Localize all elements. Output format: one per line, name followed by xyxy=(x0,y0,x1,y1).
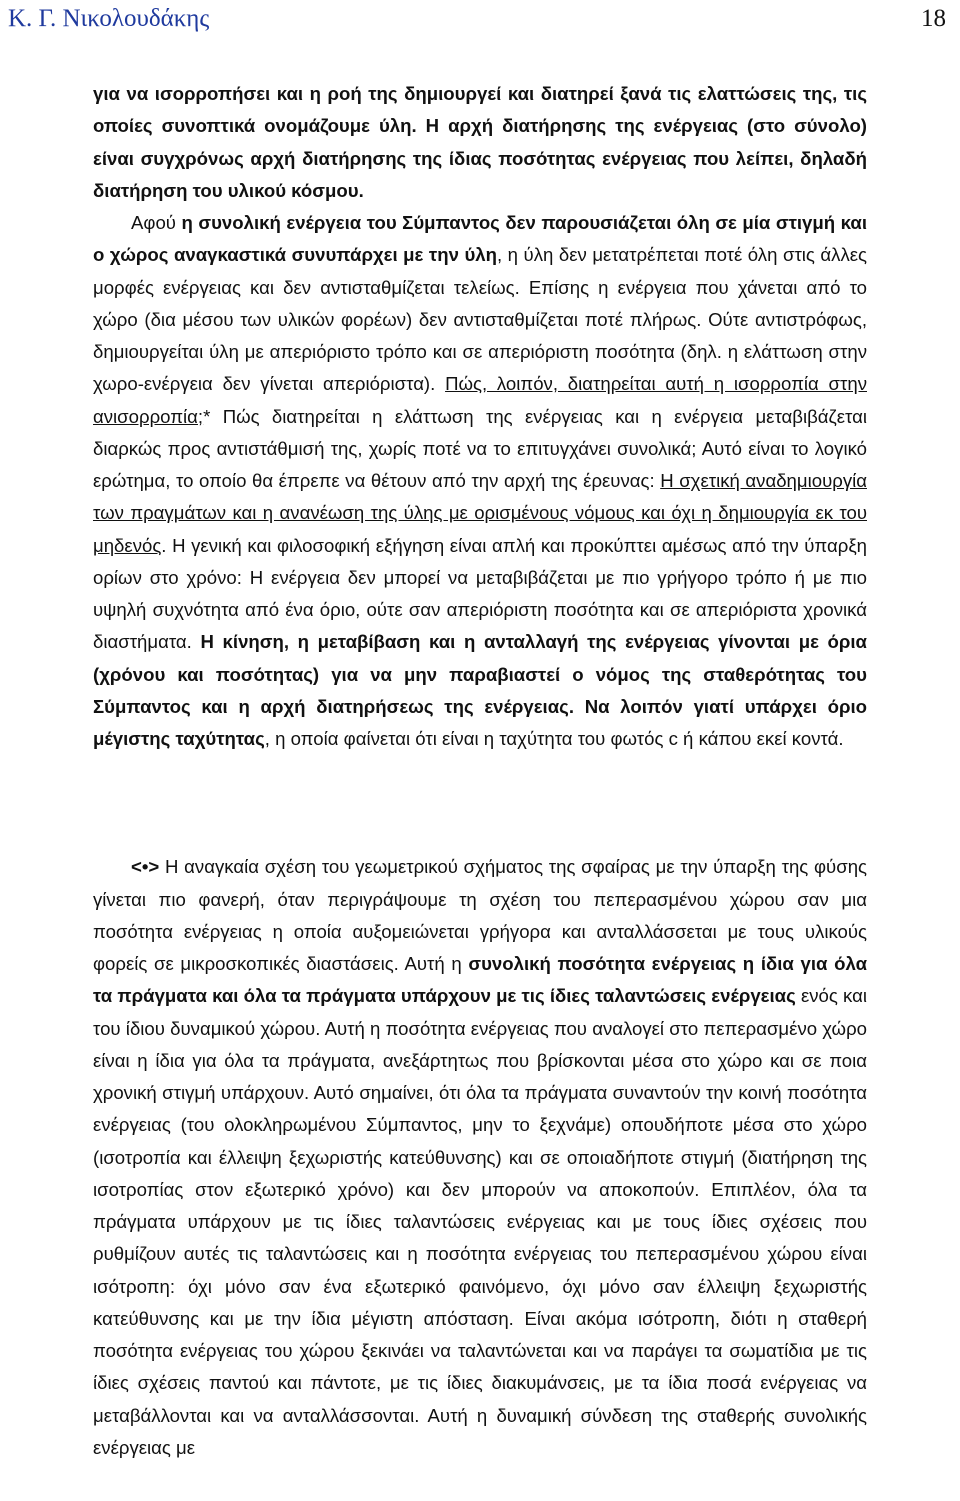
paragraph-2-text: , η οποία φαίνεται ότι είναι η ταχύτητα του φωτός c ή κάπου εκεί κοντά. xyxy=(264,728,844,749)
page-body xyxy=(93,78,867,1464)
paragraph-2-underlined: Πώς, λοιπόν, διατηρείται αυτή η ισορροπία στην ανισορροπία; xyxy=(93,373,867,427)
paragraph-2-text: * Πώς διατηρείται η ελάττωση της ενέργειας και η ενέργεια μεταβιβάζεται διαρκώς προς αντιστάθμισή της, χωρίς ποτέ να το επιτυγχάνει συνολικά; Αυτό είναι το λογικό ερώτημα, το οποίο θα έπρεπε να θέτουν από την αρχή της έρευνας: xyxy=(93,405,867,491)
paragraph-2-text: , η ύλη δεν μετατρέπεται ποτέ όλη στις άλλες μορφές ενέργειας και δεν αντισταθμίζεται τελείως. Επίσης η ενέργεια που χάνεται από το χώρο (δια μέσου των υλικών φορέων) δεν αντισταθμίζεται ποτέ πλήρως. Ούτε αντιστρόφως, δημιουργείται ύλη με απεριόριστο τρόπο και σε απεριόριστη ποσότητα (δηλ. η ελάττωση στην χωρο-ενέργεια δεν γίνεται απεριόριστα). xyxy=(93,244,868,395)
paragraph-3-bold: συνολική ποσότητα ενέργειας η ίδια για όλα τα πράγματα και όλα τα πράγματα υπάρχουν με τις ίδιες ταλαντώσεις ενέργειας xyxy=(93,953,868,1007)
bullet-marker: <•> xyxy=(131,856,160,878)
paragraph-1: για να ισορροπήσει και η ροή της δημιουργεί και διατηρεί ξανά τις ελαττώσεις της, τις οποίες συνοπτικά ονομάζουμε ύλη. Η αρχή διατήρησης της ενέργειας (στο σύνολο) είναι συγχρόνως αρχή διατήρησης της ίδιας ποσότητας ενέργειας που λείπει, δηλαδή διατήρηση του υλικού κόσμου. xyxy=(93,83,867,201)
paragraph-2-text: Αφού xyxy=(131,212,182,233)
paragraph-2-bold: Η κίνηση, η μεταβίβαση και η ανταλλαγή της ενέργειας γίνονται με όρια (χρόνου και ποσότητας) για να μην παραβιαστεί ο νόμος της σταθερότητας του Σύμπαντος και η αρχή διατηρήσεως της ενέργειας. Να λοιπόν γιατί υπάρχει όριο μέγιστης ταχύτητας xyxy=(93,631,867,749)
paragraph-3-text: Η αναγκαία σχέση του γεωμετρικού σχήματος της σφαίρας με την ύπαρξη της φύσης γίνεται πιο φανερή, όταν περιγράψουμε τη σχέση του πεπερασμένου χώρου σαν μια ποσότητα ενέργειας η οποία αυξομειώνεται γρήγορα και ανταλλάσσεται με τους υλικούς φορείς σε μικροσκοπικές διαστάσεις. Αυτή η xyxy=(93,856,867,974)
paragraph-3-text: ενός και του ίδιου δυναμικού χώρου. Αυτή η ποσότητα ενέργειας που αναλογεί στο πεπερασμένο χώρο είναι η ίδια για όλα τα πράγματα, ανεξάρτητως που βρίσκονται μέσα στο χώρο και σε ποια χρονική στιγμή υπάρχουν. Αυτό σημαίνει, ότι όλα τα πράγματα συναντούν την κοινή ποσότητα ενέργειας (του ολοκληρωμένου Σύμπαντος, μην το ξεχνάμε) οπουδήποτε μέσα στο χώρο (ισοτροπία και έλλειψη ξεχωριστής κατεύθυνσης) και σε οποιαδήποτε στιγμή (διατήρηση της ισοτροπίας στον εξωτερικό χρόνο) και δεν μπορούν να αποκοπούν. Επιπλέον, όλα τα πράγματα υπάρχουν με τις ίδιες ταλαντώσεις ενέργειας και με τους ίδιες σχέσεις που ρυθμίζουν αυτές τις ταλαντώσεις και η ποσότητα ενέργειας του πεπερασμένου χώρου είναι ισότροπη: όχι μόνο σαν ένα εξωτερικό φαινόμενο, όχι μόνο σαν έλλειψη ξεχωριστής κατεύθυνσης και με την ίδια μέγιστη απόσταση. Είναι ακόμα ισότροπη, διότι η σταθερή ποσότητα ενέργειας του χώρου ξεκινάει να ταλαντώνεται και να παράγει τα σωματίδια με τις ίδιες σχέσεις παντού και πάντοτε, με τις ίδιες διακυμάνσεις, με τα ίδια ποσά ενέργειας να μεταβάλλονται και να ανταλλάσσονται. Αυτή η δυναμική σύνδεση της σταθερής συνολικής ενέργειας με xyxy=(93,985,868,1458)
paragraph-2-text: . Η γενική και φιλοσοφική εξήγηση είναι απλή και προκύπτει αμέσως από την ύπαρξη ορίων στο χρόνο: Η ενέργεια δεν μπορεί να μεταβιβάζεται με πιο γρήγορο τρόπο ή με πιο υψηλή συχνότητα από ένα όριο, ούτε σαν απεριόριστη ποσότητα και σε απεριόριστα χρονικά διαστήματα. xyxy=(93,534,867,653)
page-header xyxy=(0,2,960,36)
paragraph-3 xyxy=(93,851,867,1464)
paragraph-2-underlined: Η σχετική αναδημιουργία των πραγμάτων και η ανανέωση της ύλης με ορισμένους νόμους και όχι η δημιουργία εκ του μηδενός xyxy=(93,470,867,556)
page-number: 18 xyxy=(921,5,946,32)
author-name: Κ. Γ. Νικολουδάκης xyxy=(8,5,210,32)
paragraph-2 xyxy=(93,207,867,755)
paragraph-2-bold: η συνολική ενέργεια του Σύμπαντος δεν παρουσιάζεται όλη σε μία στιγμή και ο χώρος αναγκαστικά συνυπάρχει με την ύλη xyxy=(93,212,868,266)
